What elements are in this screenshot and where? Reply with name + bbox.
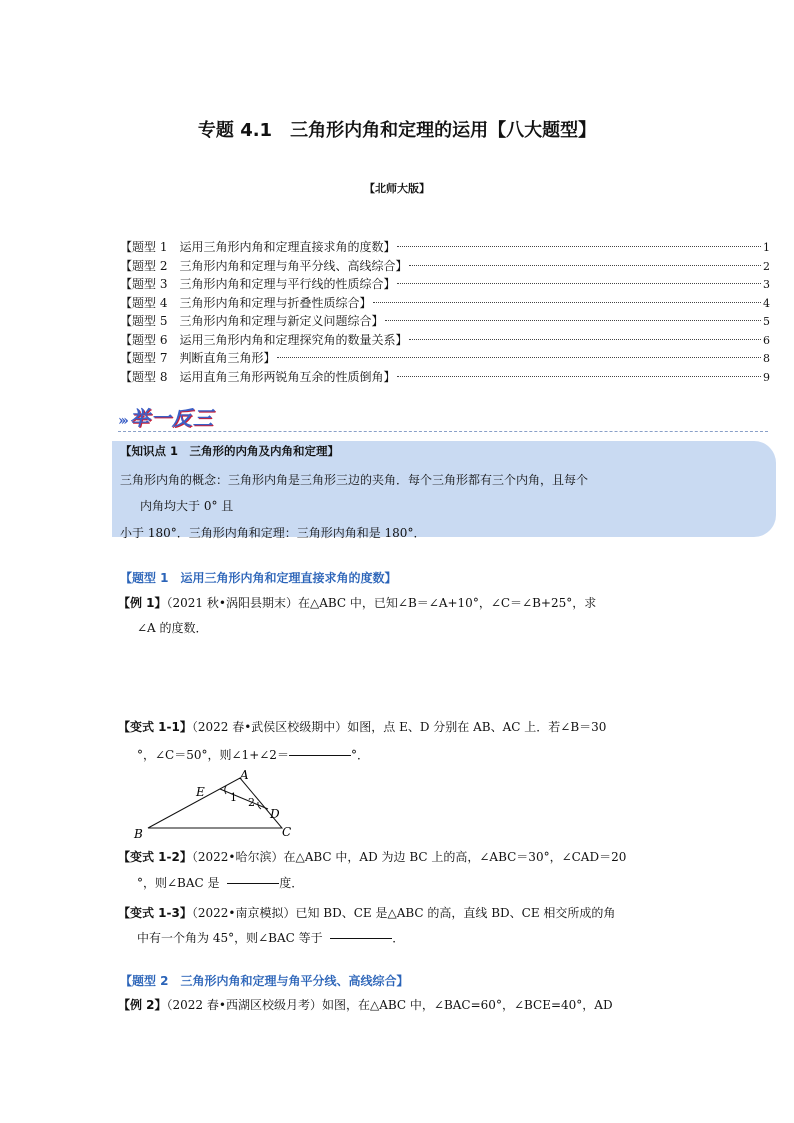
knowledge-text: 三角形内角的概念：三角形内角是三角形三边的夹角．每个三角形都有三个内角，且每个 xyxy=(120,473,589,487)
label-angle-2: 2 xyxy=(248,796,255,809)
question-text: （2021 秋•涡阳县期末）在△ABC 中，已知∠B＝∠A+10°，∠C＝∠B+25°，求 xyxy=(166,596,597,610)
angle-1-arc xyxy=(225,786,226,794)
toc-item[interactable]: 【题型 6 运用三角形内角和定理探究角的数量关系】 6 xyxy=(120,332,770,347)
question-text: （2022 春•西湖区校级月考）如图，在△ABC 中，∠BAC=60°，∠BCE=40°，AD xyxy=(166,998,613,1012)
toc-item[interactable]: 【题型 5 三角形内角和定理与新定义问题综合】 5 xyxy=(120,314,770,328)
edition-label: 【北师大版】 xyxy=(364,182,430,195)
toc-item[interactable]: 【题型 7 判断直角三角形】 8 xyxy=(120,351,770,365)
example-tag: 【例 2】 xyxy=(118,998,167,1012)
segment-ed xyxy=(220,789,268,809)
answer-blank[interactable] xyxy=(330,938,392,939)
example-1 xyxy=(118,592,596,614)
section-banner xyxy=(118,402,258,430)
table-of-contents xyxy=(120,238,770,386)
label-c: C xyxy=(282,825,292,839)
answer-blank[interactable] xyxy=(289,755,351,756)
label-angle-1: 1 xyxy=(230,791,237,804)
question-text: 中有一个角为 45°，则∠BAC 等于 ． xyxy=(137,931,405,945)
label-b: B xyxy=(134,827,143,841)
variant-tag: 【变式 1-1】 xyxy=(118,720,192,734)
label-d: D xyxy=(270,807,280,821)
divider xyxy=(118,431,768,432)
chevron-right-icon: ››› xyxy=(118,413,126,429)
section-heading: 【题型 2 三角形内角和定理与角平分线、高线综合】 xyxy=(120,974,409,988)
variant-1-3 xyxy=(118,902,615,924)
section-heading: 【题型 1 运用三角形内角和定理直接求角的度数】 xyxy=(120,571,397,585)
toc-item[interactable]: 【题型 1 运用三角形内角和定理直接求角的度数】 1 xyxy=(120,240,770,254)
question-text: °，则∠BAC 是 度． xyxy=(137,876,304,890)
question-text: （2022 春•武侯区校级期中）如图，点 E、D 分别在 AB、AC 上．若∠B＝30 xyxy=(191,720,607,734)
banner-text: 举一反三 xyxy=(129,406,214,430)
question-text: °，∠C＝50°，则∠1+∠2＝ °． xyxy=(137,748,369,762)
variant-tag: 【变式 1-3】 xyxy=(118,906,192,920)
knowledge-text: 小于 180°．三角形内角和定理：三角形内角和是 180°． xyxy=(120,526,426,540)
example-tag: 【例 1】 xyxy=(118,596,167,610)
knowledge-text: 内角均大于 0° 且 xyxy=(140,499,234,513)
variant-1-2 xyxy=(118,846,626,868)
toc-item[interactable]: 【题型 8 运用直角三角形两锐角互余的性质倒角】 9 xyxy=(120,369,770,384)
question-text: （2022•南京模拟）已知 BD、CE 是△ABC 的高，直线 BD、CE 相交所成的角 xyxy=(191,906,616,920)
triangle-figure xyxy=(130,766,300,842)
question-text: ∠A 的度数． xyxy=(137,621,208,635)
label-e: E xyxy=(196,785,205,799)
knowledge-heading: 【知识点 1 三角形的内角及内角和定理】 xyxy=(120,444,340,458)
question-text: （2022•哈尔滨）在△ABC 中，AD 为边 BC 上的高，∠ABC＝30°，∠CAD＝20 xyxy=(191,850,627,864)
variant-1-1 xyxy=(118,716,606,738)
toc-item[interactable]: 【题型 2 三角形内角和定理与角平分线、高线综合】 2 xyxy=(120,258,770,273)
example-2 xyxy=(118,994,613,1016)
toc-item[interactable]: 【题型 3 三角形内角和定理与平行线的性质综合】 3 xyxy=(120,277,770,291)
variant-tag: 【变式 1-2】 xyxy=(118,850,192,864)
toc-item[interactable]: 【题型 4 三角形内角和定理与折叠性质综合】 4 xyxy=(120,295,770,310)
triangle-abc xyxy=(148,778,282,828)
label-a: A xyxy=(240,768,249,782)
answer-blank[interactable] xyxy=(227,883,279,884)
page-title: 专题 4.1 三角形内角和定理的运用【八大题型】 xyxy=(197,120,597,141)
